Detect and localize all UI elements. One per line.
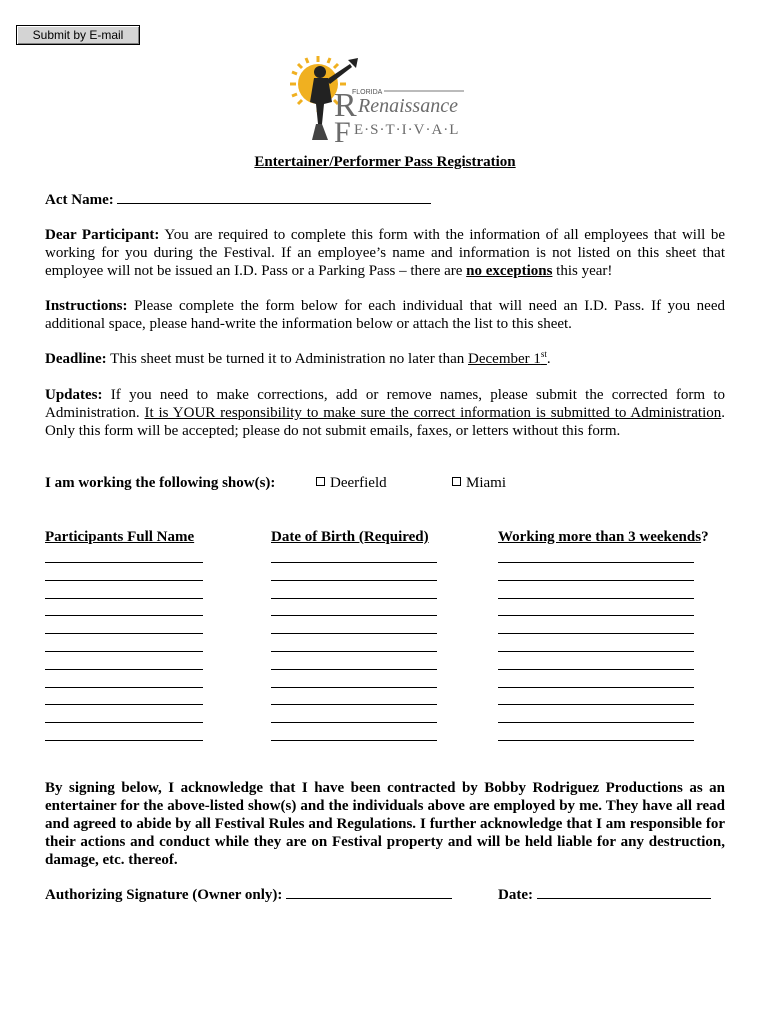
deerfield-checkbox[interactable] [316,477,325,486]
weekends-line[interactable] [498,580,694,581]
date-field[interactable] [537,885,711,899]
dob-line[interactable] [271,562,437,563]
name-line[interactable] [45,722,203,723]
deadline-label: Deadline: [45,351,107,367]
deadline-date [468,351,547,367]
name-line[interactable] [45,562,203,563]
signature-label: Authorizing Signature (Owner only): [45,887,283,903]
updates-tail: . Only this form will be accepted; please do not submit emails, faxes, or letters without this form. [45,405,726,439]
weekends-line[interactable] [498,722,694,723]
show-option-deerfield[interactable] [316,475,387,492]
deerfield-label: Deerfield [330,475,387,491]
name-line[interactable] [45,687,203,688]
dob-line[interactable] [271,580,437,581]
column-header-dob: Date of Birth (Required) [271,529,429,545]
weekends-line[interactable] [498,633,694,634]
instructions-text: Please complete the form below for each individual that will need an I.D. Pass. If you need additional space, please hand-write the information below or attach the list to this sheet. [45,298,725,332]
weekends-header-text: Working more than 3 weekends [498,529,702,545]
no-exceptions-text: no exceptions [466,263,553,279]
deadline-date-text: December 1 [468,351,541,367]
name-line[interactable] [45,633,203,634]
miami-checkbox[interactable] [452,477,461,486]
dob-line[interactable] [271,704,437,705]
name-line[interactable] [45,740,203,741]
updates-paragraph [45,386,725,440]
dob-line[interactable] [271,740,437,741]
name-line[interactable] [45,615,203,616]
weekends-line[interactable] [498,562,694,563]
updates-text: If you need to make corrections, add or remove names, please submit the corrected form to Administration. [45,387,725,421]
weekends-header-suffix: ? [701,529,709,545]
name-line[interactable] [45,704,203,705]
act-name-field[interactable] [117,190,431,204]
dob-line[interactable] [271,722,437,723]
dob-line[interactable] [271,669,437,670]
dear-label: Dear Participant: [45,227,160,243]
dob-line[interactable] [271,598,437,599]
updates-label: Updates: [45,387,103,403]
act-name-row [45,190,725,209]
logo-festival-text: E·S·T·I·V·A·L [354,122,460,138]
column-header-name: Participants Full Name [45,529,195,545]
dear-tail: this year! [552,263,613,279]
weekends-line[interactable] [498,615,694,616]
dob-line[interactable] [271,633,437,634]
dear-participant-paragraph [45,226,725,280]
submit-by-email-button[interactable]: Submit by E-mail [16,25,140,45]
logo-r-letter: R [334,87,357,124]
weekends-line[interactable] [498,687,694,688]
logo-f-letter: F [334,116,351,146]
weekends-line[interactable] [498,740,694,741]
signature-row [45,885,452,904]
dob-line[interactable] [271,687,437,688]
instructions-paragraph [45,297,725,333]
logo-renaissance-text: Renaissance [358,95,458,117]
weekends-line[interactable] [498,704,694,705]
name-line[interactable] [45,651,203,652]
dob-line[interactable] [271,651,437,652]
name-line[interactable] [45,669,203,670]
deadline-tail: . [546,351,551,367]
date-label: Date: [498,887,533,903]
name-line[interactable] [45,580,203,581]
act-name-label: Act Name: [45,192,114,208]
weekends-line[interactable] [498,598,694,599]
deadline-paragraph [45,350,725,368]
deadline-date-suffix: st [540,349,547,359]
dear-text: You are required to complete this form with the information of all employees that will be working for you during the Festival. If an employee’s name and information is not listed on this sheet that employee will not be issued an I.D. Pass or a Parking Pass – there are [45,227,725,279]
instructions-label: Instructions: [45,298,128,314]
show-option-miami[interactable] [452,475,506,492]
shows-label: I am working the following show(s): [45,475,276,491]
weekends-line[interactable] [498,669,694,670]
responsibility-text: It is YOUR responsibility to make sure the correct information is submitted to Administration [144,405,722,421]
date-row [498,885,711,904]
signature-field[interactable] [286,885,452,899]
weekends-line[interactable] [498,651,694,652]
deadline-text: This sheet must be turned it to Administration no later than [106,351,469,367]
logo-florida-text: FLORIDA [352,89,383,96]
column-header-weekends [498,529,709,546]
acknowledgement-paragraph: By signing below, I acknowledge that I have been contracted by Bobby Rodriguez Productions as an entertainer for the above-listed show(s) and the individuals above are employed by me. They have all read and agreed to abide by all Festival Rules and Regulations. I further acknowledge that I am responsible for their actions and conduct while they are on Festival property and will be held liable for any destruction, damage, etc. thereof. [45,780,725,868]
shows-row [45,475,275,492]
dob-line[interactable] [271,615,437,616]
renaissance-festival-logo [288,54,468,146]
miami-label: Miami [466,475,506,491]
name-line[interactable] [45,598,203,599]
form-title: Entertainer/Performer Pass Registration [254,154,516,170]
